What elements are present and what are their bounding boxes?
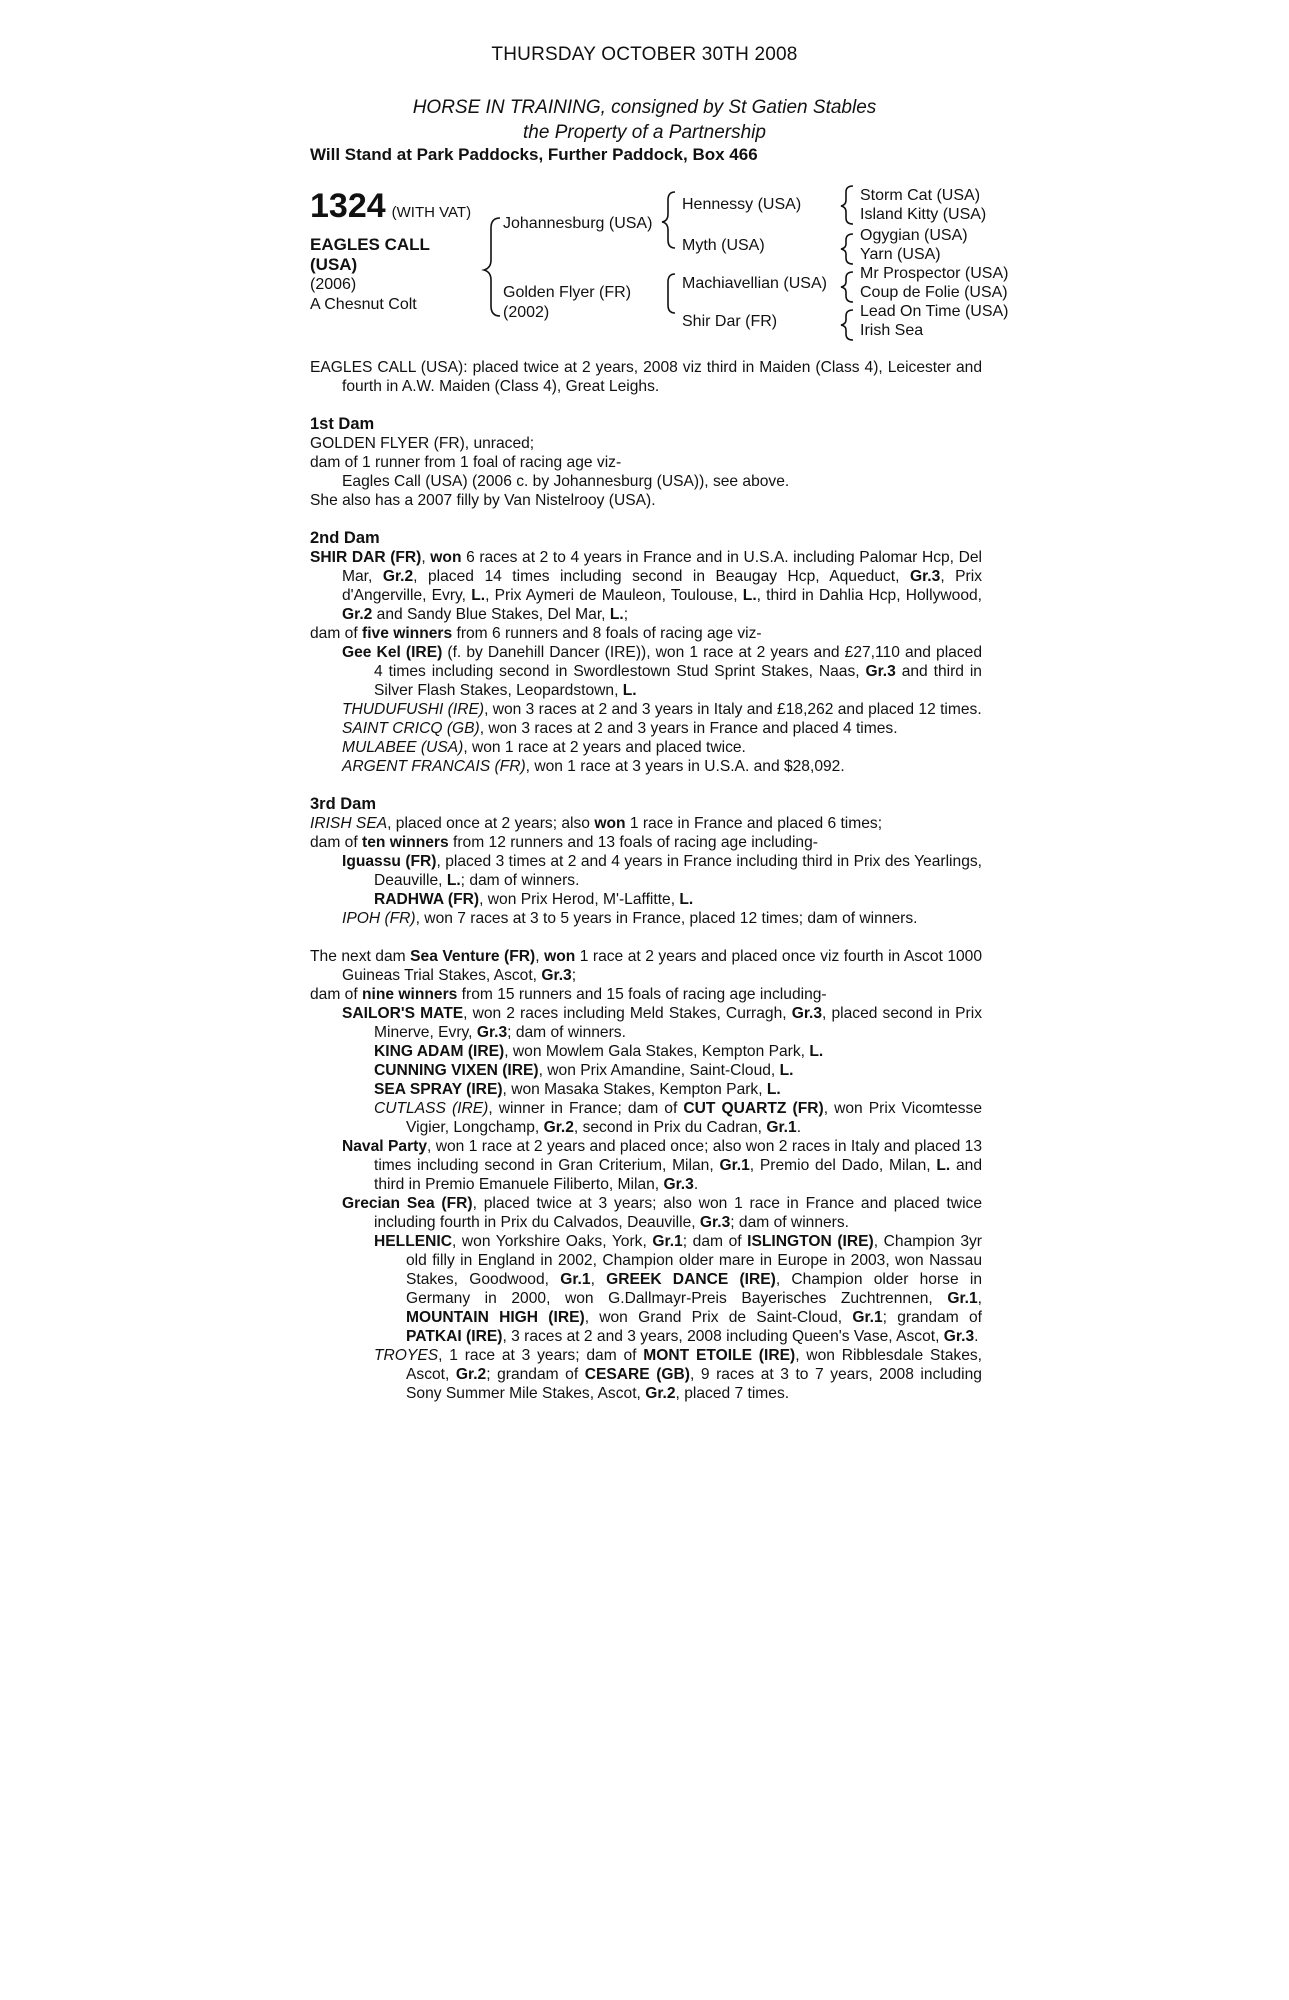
catalogue-body	[310, 358, 982, 1403]
produce-ipoh: IPOH (FR), won 7 races at 3 to 5 years in France, placed 12 times; dam of winners.	[342, 910, 918, 927]
property-line: the Property of a Partnership	[523, 122, 766, 143]
pedigree-dam-sire: Machiavellian (USA)	[682, 275, 827, 292]
pedigree-dam: Golden Flyer (FR) (2002)	[503, 284, 632, 321]
first-dam-note: She also has a 2007 filly by Van Nistelrooy (USA).	[310, 492, 656, 509]
horse-name-line2: (USA)	[310, 255, 358, 274]
horse-name-line1: EAGLES CALL	[310, 235, 430, 254]
first-dam-heading: 1st Dam	[310, 415, 375, 433]
produce-sea-spray: SEA SPRAY (IRE), won Masaka Stakes, Kempton Park, L.	[374, 1081, 781, 1098]
horse-description: A Chesnut Colt	[310, 296, 417, 313]
second-dam-entry: SHIR DAR (FR), won 6 races at 2 to 4 years in France and in U.S.A. including Palomar Hcp, Del Mar, Gr.2, placed 14 times including second in Beaugay Hcp, Aqueduct, Gr.3, Prix d'Angerville, Evry, L., Prix Aymeri de Mauleon, Toulouse, L., third in Dahlia Hcp, Hollywood, Gr.2 and Sandy Blue Stakes, Del Mar, L.;	[310, 549, 982, 623]
consignment-line: HORSE IN TRAINING, consigned by St Gatien Stables	[412, 97, 877, 118]
pedigree-sire-sire: Hennessy (USA)	[682, 196, 802, 213]
first-dam-line: GOLDEN FLYER (FR), unraced;	[310, 435, 535, 452]
foaling-year: (2006)	[310, 276, 357, 293]
pedigree-g7: Lead On Time (USA)	[860, 303, 1009, 320]
pedigree-dam-dam: Shir Dar (FR)	[682, 313, 778, 330]
produce-saint-cricq: SAINT CRICQ (GB), won 3 races at 2 and 3 years in France and placed 4 times.	[342, 720, 898, 737]
pedigree-g4: Yarn (USA)	[860, 246, 941, 263]
third-dam-heading: 3rd Dam	[310, 795, 377, 813]
produce-iguassu: Iguassu (FR), placed 3 times at 2 and 4 years in France including third in Prix des Yearlings, Deauville, L.; dam of winners.	[342, 853, 982, 889]
next-dam-entry: The next dam Sea Venture (FR), won 1 race at 2 years and placed once viz fourth in Ascot 1000 Guineas Trial Stakes, Ascot, Gr.3;	[310, 948, 983, 984]
pedigree-sire: Johannesburg (USA)	[503, 215, 653, 232]
produce-naval-party: Naval Party, won 1 race at 2 years and placed once; also won 2 races in Italy and placed 13 times including second in Gran Criterium, Milan, Gr.1, Premio del Dado, Milan, L. and third in Premio Emanuele Filiberto, Milan, Gr.3.	[342, 1138, 983, 1193]
produce-sailors-mate: SAILOR'S MATE, won 2 races including Meld Stakes, Curragh, Gr.3, placed second in Prix Minerve, Evry, Gr.3; dam of winners.	[342, 1005, 982, 1041]
next-dam-produce: dam of nine winners from 15 runners and 15 foals of racing age including-	[310, 986, 827, 1003]
produce-cutlass: CUTLASS (IRE), winner in France; dam of CUT QUARTZ (FR), won Prix Vicomtesse Vigier, Longchamp, Gr.2, second in Prix du Cadran, Gr.1.	[374, 1100, 982, 1136]
stand-location: Will Stand at Park Paddocks, Further Paddock, Box 466	[310, 145, 758, 164]
second-dam-heading: 2nd Dam	[310, 529, 380, 547]
pedigree-g6: Coup de Folie (USA)	[860, 284, 1008, 301]
third-dam-produce: dam of ten winners from 12 runners and 13 foals of racing age including-	[310, 834, 818, 851]
pedigree-g8: Irish Sea	[860, 322, 924, 339]
produce-gee-kel: Gee Kel (IRE) (f. by Danehill Dancer (IRE)), won 1 race at 2 years and £27,110 and placed 4 times including second in Swordlestown Stud Sprint Stakes, Naas, Gr.3 and third in Silver Flash Stakes, Leopardstown, L.	[342, 644, 982, 699]
produce-grecian-sea: Grecian Sea (FR), placed twice at 3 years; also won 1 race in France and placed twice including fourth in Prix du Calvados, Deauville, Gr.3; dam of winners.	[342, 1195, 982, 1231]
first-dam-produce-line: dam of 1 runner from 1 foal of racing age viz-	[310, 454, 622, 471]
produce-thudufushi: THUDUFUSHI (IRE), won 3 races at 2 and 3 years in Italy and £18,262 and placed 12 times.	[342, 701, 982, 718]
pedigree-g5: Mr Prospector (USA)	[860, 265, 1009, 282]
sale-date: THURSDAY OCTOBER 30TH 2008	[491, 44, 798, 65]
lot-number: 1324	[310, 187, 386, 225]
produce-king-adam: KING ADAM (IRE), won Mowlem Gala Stakes, Kempton Park, L.	[374, 1043, 824, 1060]
second-dam-produce: dam of five winners from 6 runners and 8 foals of racing age viz-	[310, 625, 762, 642]
pedigree-g2: Island Kitty (USA)	[860, 206, 987, 223]
produce-mulabee: MULABEE (USA), won 1 race at 2 years and placed twice.	[342, 739, 746, 756]
pedigree-g3: Ogygian (USA)	[860, 227, 968, 244]
produce-cunning-vixen: CUNNING VIXEN (IRE), won Prix Amandine, Saint-Cloud, L.	[374, 1062, 794, 1079]
first-dam-foal: Eagles Call (USA) (2006 c. by Johannesburg (USA)), see above.	[342, 473, 790, 490]
vat-note: (WITH VAT)	[391, 204, 472, 221]
pedigree-g1: Storm Cat (USA)	[860, 187, 981, 204]
pedigree-brackets	[0, 0, 1289, 360]
produce-radhwa: RADHWA (FR), won Prix Herod, M'-Laffitte, L.	[374, 891, 694, 908]
produce-troyes: TROYES, 1 race at 3 years; dam of MONT ETOILE (IRE), won Ribblesdale Stakes, Ascot, Gr.2; grandam of CESARE (GB), 9 races at 3 to 7 years, 2008 including Sony Summer Mile Stakes, Ascot, Gr.2, placed 7 times.	[374, 1347, 982, 1402]
produce-argent-francais: ARGENT FRANCAIS (FR), won 1 race at 3 years in U.S.A. and $28,092.	[342, 758, 845, 775]
produce-hellenic: HELLENIC, won Yorkshire Oaks, York, Gr.1; dam of ISLINGTON (IRE), Champion 3yr old filly in England in 2002, Champion older mare in Europe in 2003, won Nassau Stakes, Goodwood, Gr.1, GREEK DANCE (IRE), Champion older horse in Germany in 2000, won G.Dallmayr-Preis Bayerisches Zuchtrennen, Gr.1, MOUNTAIN HIGH (IRE), won Grand Prix de Saint-Cloud, Gr.1; grandam of PATKAI (IRE), 3 races at 2 and 3 years, 2008 including Queen's Vase, Ascot, Gr.3.	[374, 1233, 982, 1345]
race-record-summary: EAGLES CALL (USA): placed twice at 2 years, 2008 viz third in Maiden (Class 4), Leicester and fourth in A.W. Maiden (Class 4), Great Leighs.	[310, 359, 982, 395]
pedigree-sire-dam: Myth (USA)	[682, 237, 765, 254]
third-dam-entry: IRISH SEA, placed once at 2 years; also won 1 race in France and placed 6 times;	[310, 815, 883, 832]
